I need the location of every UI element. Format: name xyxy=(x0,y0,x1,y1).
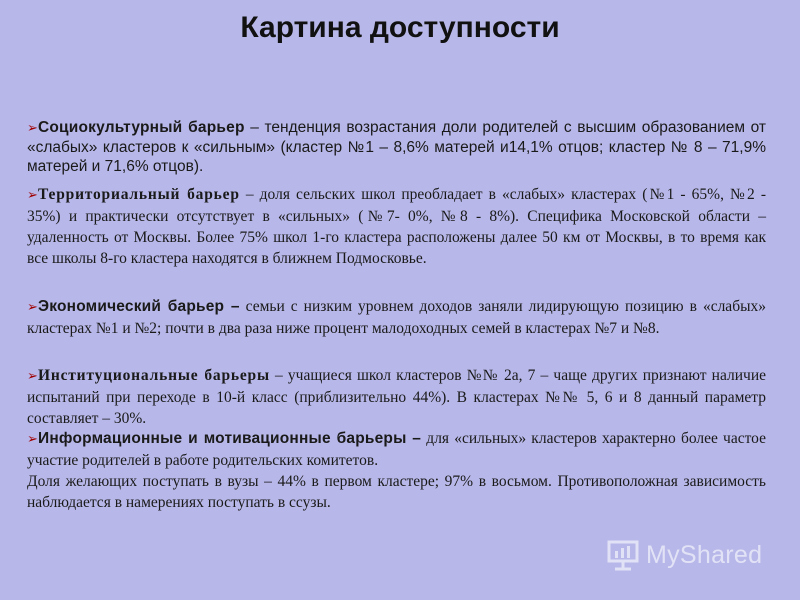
paragraph-text: для «сильных» кластеров характерно более частое участие родителей в работе родительских комитетов. xyxy=(27,430,766,469)
paragraph-economic-barrier xyxy=(27,296,766,339)
paragraph-text: – учащиеся школ кластеров №№ 2а, 7 – чаще других признают наличие испытаний при переходе в 10-й класс (приблизительно 44%). В кластерах №№ 5, 6 и 8 данный параметр составляет – 30%. xyxy=(27,367,766,427)
paragraph-territorial-barrier xyxy=(27,184,766,269)
paragraph-lead: Информационные и мотивационные барьеры – xyxy=(38,430,422,447)
paragraph-text: – тенденция возрастания доли родителей с высшим образованием от «слабых» кластеров к «сильным» (кластер №1 – 8,6% матерей и14,1% отцов; кластер № 8 – 71,9% матерей и 71,6% отцов). xyxy=(27,119,766,175)
arrow-bullet-icon: ➢ xyxy=(27,121,38,136)
logo-text: MyShared xyxy=(646,540,763,569)
paragraph-lead: Экономический барьер – xyxy=(38,298,240,315)
presentation-board-icon xyxy=(606,538,640,572)
arrow-bullet-icon: ➢ xyxy=(27,432,38,447)
paragraph-text: – доля сельских школ преобладает в «слабых» кластерах (№1 - 65%, №2 - 35%) и практически отсутствует в «сильных» (№7- 0%, №8 - 8%). Специфика Московской области – удаленность от Москвы. Более 75% школ 1-го кластера расположены далее 50 км от Москвы, в то время как все школы 8-го кластера находятся в ближнем Подмосковье. xyxy=(27,186,766,267)
myshared-logo xyxy=(606,535,766,575)
arrow-bullet-icon: ➢ xyxy=(27,300,38,315)
paragraph-lead: Социокультурный барьер xyxy=(38,119,245,136)
paragraph-lead: Территориальный барьер xyxy=(38,186,240,203)
paragraph-sociocultural-barrier xyxy=(27,118,766,176)
paragraph-lead: Институциональные барьеры xyxy=(38,367,270,384)
paragraph-institutional-barriers xyxy=(27,365,766,429)
arrow-bullet-icon: ➢ xyxy=(27,369,38,384)
slide-title: Картина доступности xyxy=(240,11,560,44)
paragraph-informational-barriers xyxy=(27,428,766,513)
paragraph-text: семьи с низким уровнем доходов заняли лидирующую позицию в «слабых» кластерах №1 и №2; почти в два раза ниже процент малодоходных семей в кластерах №7 и №8. xyxy=(27,298,766,337)
arrow-bullet-icon: ➢ xyxy=(27,188,38,203)
paragraph-continuation: Доля желающих поступать в вузы – 44% в первом кластере; 97% в восьмом. Противоположная зависимость наблюдается в намерениях поступать в ссузы. xyxy=(27,473,766,511)
